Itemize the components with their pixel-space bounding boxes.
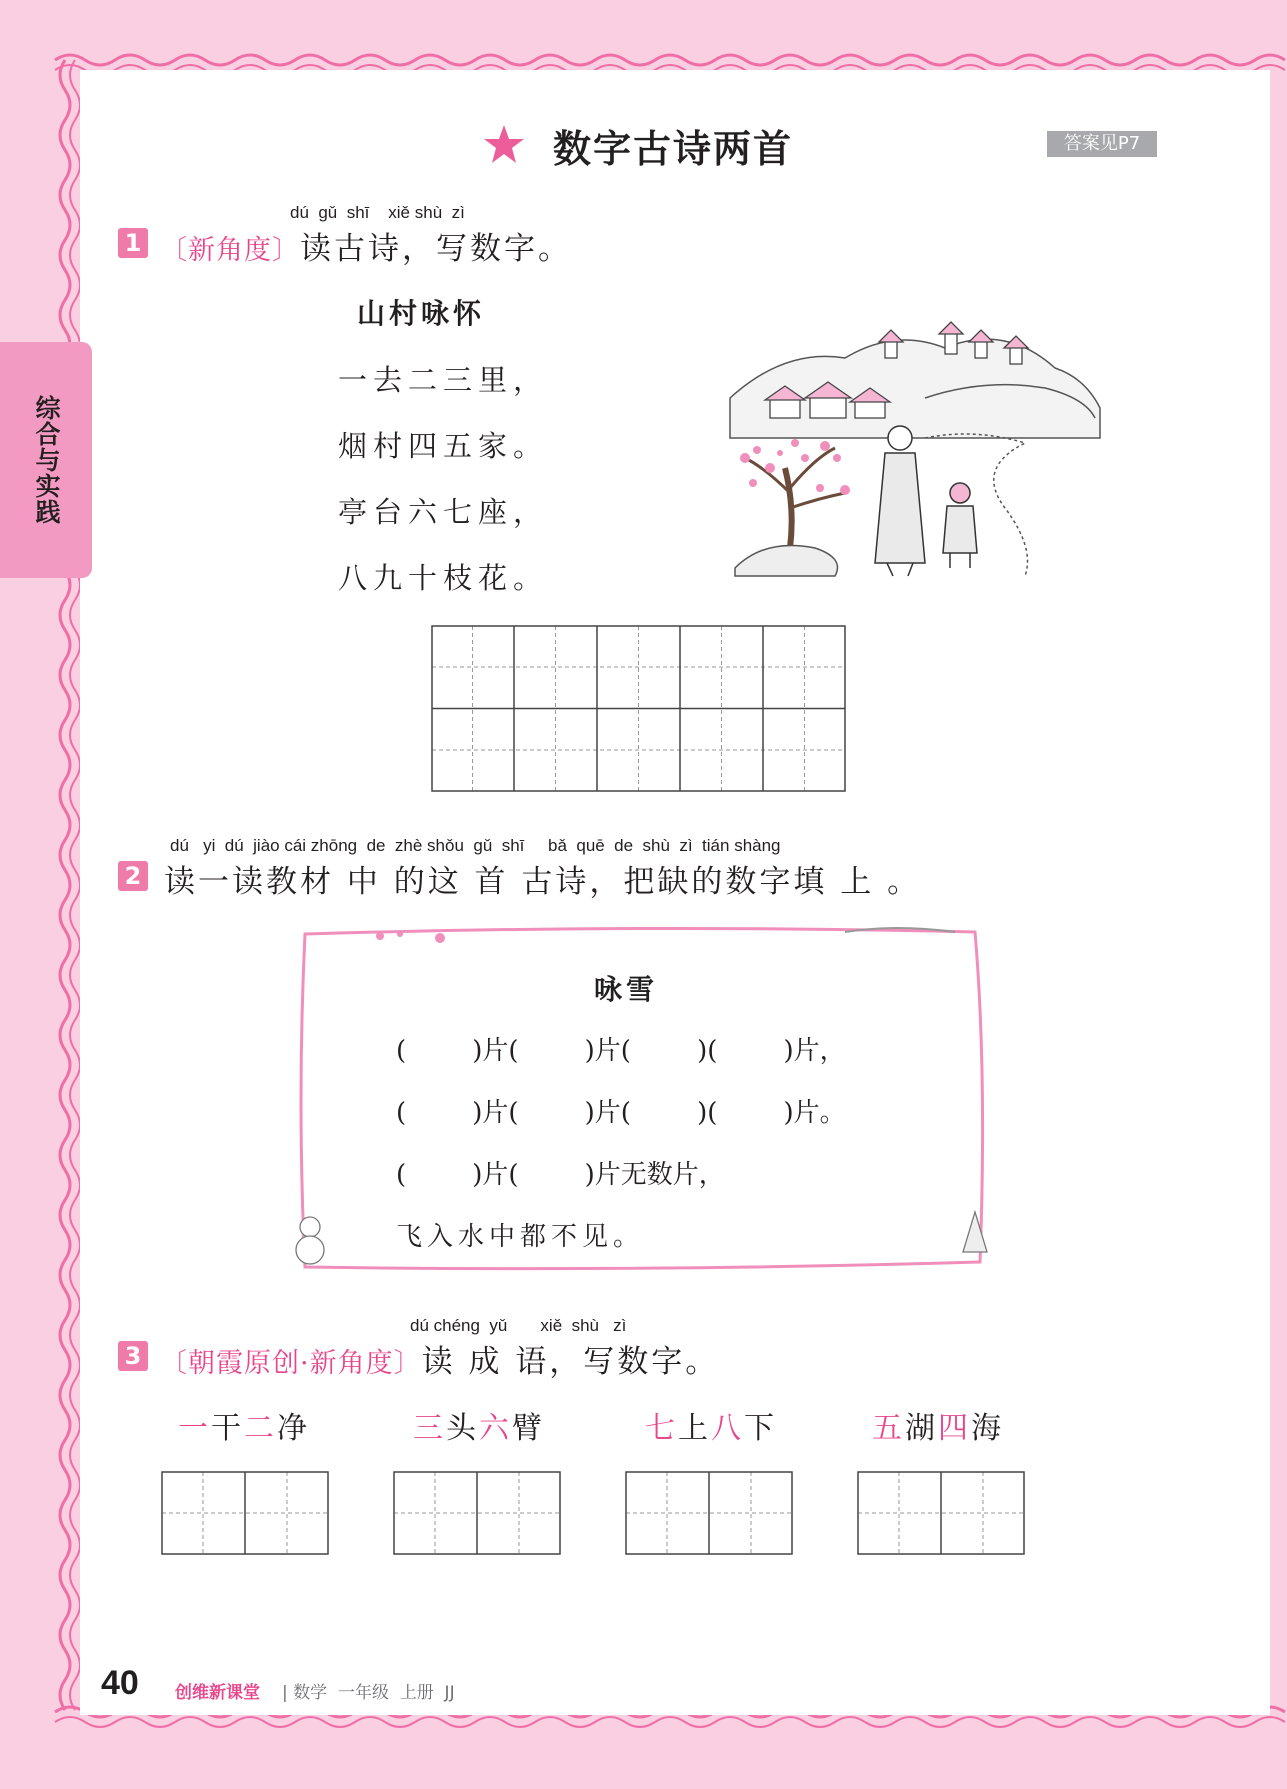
star-icon [483, 124, 525, 164]
q2-pinyin: dú yi dú jiào cái zhōng de zhè shǒu gǔ shī bǎ quē de shù zì tián shàng [170, 836, 781, 855]
answer-grid[interactable] [857, 1471, 1025, 1555]
poem-line: 亭台六七座， [338, 495, 549, 529]
idiom: 三头六臂 [413, 1411, 545, 1446]
answer-grid[interactable] [393, 1471, 561, 1555]
page-number: 40 [101, 1664, 139, 1702]
answer-grid[interactable] [161, 1471, 329, 1555]
footer-info: | 数学 一年级 上册 JJ [282, 1683, 455, 1703]
q1-instruction [160, 223, 572, 268]
answer-reference: 答案见P7 [1047, 131, 1157, 157]
question-number-1: 1 [118, 228, 148, 258]
section-tab [0, 342, 92, 578]
poem-title: 山村咏怀 [357, 297, 486, 330]
q3-pinyin: dú chéng yǔ xiě shù zì [410, 1316, 627, 1335]
question-number-2: 2 [118, 861, 148, 891]
q2-instruction: 读一读教材 中 的这 首 古诗，把缺的数字填 上 。 [164, 864, 922, 900]
section-tab-label: 综合与实践 [32, 395, 61, 525]
fill-blank-line[interactable]: ( )片( )片( )( )片， [396, 1036, 846, 1066]
answer-grid[interactable] [625, 1471, 793, 1555]
question-number-3: 3 [118, 1341, 148, 1371]
fill-blank-line[interactable]: ( )片( )片( )( )片。 [396, 1098, 846, 1128]
poem-illustration [725, 318, 1105, 580]
q3-text: 读 成 语，写数字。 [421, 1344, 720, 1380]
idiom: 七上八下 [645, 1411, 777, 1446]
q3-tag: 〔朝霞原创·新角度〕 [160, 1348, 422, 1379]
poem-line: 飞入水中都不见。 [396, 1222, 645, 1252]
idiom: 一干二净 [178, 1411, 310, 1446]
page-title: 数字古诗两首 [553, 127, 794, 171]
q1-text: 读古诗，写数字。 [300, 231, 572, 267]
poem-line: 八九十枝花。 [338, 561, 549, 595]
writing-grid[interactable] [431, 625, 846, 792]
poem-title: 咏雪 [594, 973, 659, 1006]
q3-instruction [160, 1336, 719, 1381]
poem-line: 烟村四五家。 [338, 429, 549, 463]
poem-line: 一去二三里， [338, 363, 549, 397]
idiom: 五湖四海 [872, 1411, 1004, 1446]
q1-tag: 〔新角度〕 [160, 235, 300, 266]
q1-pinyin: dú gǔ shī xiě shù zì [290, 203, 465, 222]
footer-brand: 创维新课堂 [175, 1683, 260, 1703]
fill-blank-line[interactable]: ( )片( )片无数片， [396, 1160, 725, 1190]
